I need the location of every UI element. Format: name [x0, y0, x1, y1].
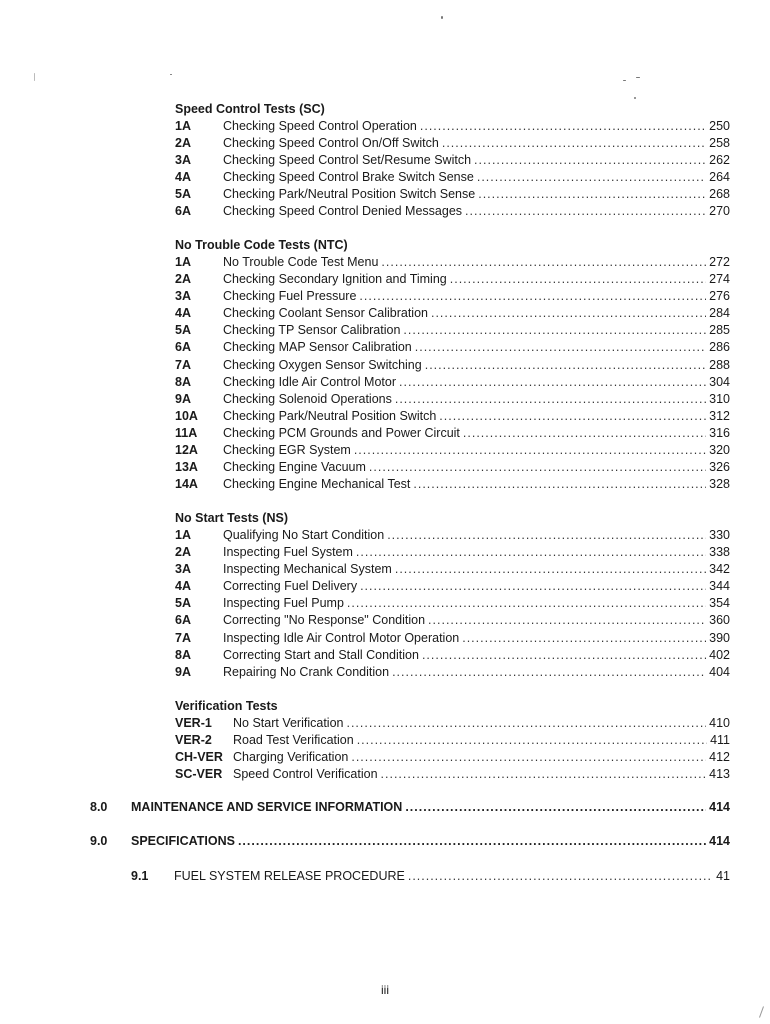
toc-list [175, 254, 730, 493]
toc-entry[interactable] [175, 664, 730, 681]
entry-page: 264 [709, 170, 730, 185]
entry-page: 354 [709, 596, 730, 611]
dot-leader [381, 766, 707, 783]
toc-entry[interactable] [175, 544, 730, 561]
entry-title: SPECIFICATIONS [131, 834, 235, 848]
entry-code: 6A [175, 340, 191, 355]
entry-code: 7A [175, 630, 191, 645]
dot-leader [450, 271, 706, 288]
dot-leader [238, 834, 706, 848]
entry-page: 262 [709, 153, 730, 168]
entry-code: 4A [175, 306, 191, 321]
entry-title: Charging Verification [233, 750, 349, 765]
entry-page: 274 [709, 272, 730, 287]
toc-entry[interactable] [175, 408, 730, 425]
entry-page: 310 [709, 391, 730, 406]
entry-title: Checking Speed Control On/Off Switch [223, 136, 439, 151]
page-number: iii [381, 983, 389, 997]
dot-leader [463, 425, 706, 442]
dot-leader [408, 869, 713, 883]
toc-entry[interactable] [175, 459, 730, 476]
dot-leader [428, 612, 706, 629]
entry-title: Checking Speed Control Denied Messages [223, 204, 463, 219]
dot-leader [351, 749, 706, 766]
toc-entry[interactable] [175, 630, 730, 647]
entry-code: 14A [175, 477, 198, 492]
dot-leader [356, 544, 706, 561]
toc-list [175, 118, 730, 221]
dot-leader [478, 186, 706, 203]
toc-entry-specifications[interactable] [90, 834, 730, 848]
entry-code: 5A [175, 187, 191, 202]
entry-page: 41 [716, 869, 730, 883]
entry-title: Inspecting Idle Air Control Motor Operation [223, 630, 460, 645]
entry-page: 316 [709, 425, 730, 440]
toc-entry[interactable] [175, 578, 730, 595]
toc-entry[interactable] [175, 271, 730, 288]
toc-entry[interactable] [175, 203, 730, 220]
entry-page: 288 [709, 357, 730, 372]
entry-page: 268 [709, 187, 730, 202]
dot-leader [474, 152, 706, 169]
toc-entry[interactable] [175, 647, 730, 664]
toc-entry[interactable] [175, 425, 730, 442]
toc-entry-maintenance[interactable] [90, 800, 730, 814]
section-no-trouble-code [175, 237, 730, 493]
toc-entry[interactable] [175, 254, 730, 271]
entry-code: 10A [175, 408, 198, 423]
entry-code: 13A [175, 460, 198, 475]
entry-code: 8A [175, 374, 191, 389]
entry-page: 390 [709, 630, 730, 645]
dot-leader [415, 339, 706, 356]
entry-page: 414 [709, 800, 730, 814]
toc-entry[interactable] [175, 715, 730, 732]
entry-page: 285 [709, 323, 730, 338]
dot-leader [360, 578, 706, 595]
entry-page: 402 [709, 647, 730, 662]
entry-page: 342 [709, 562, 730, 577]
entry-title: Checking Idle Air Control Motor [223, 374, 396, 389]
entry-title: Inspecting Fuel Pump [223, 596, 344, 611]
entry-code: 4A [175, 170, 191, 185]
toc-entry[interactable] [175, 339, 730, 356]
entry-page: 360 [709, 613, 730, 628]
entry-title: Checking Oxygen Sensor Switching [223, 357, 422, 372]
dot-leader [346, 715, 706, 732]
entry-code: 8A [175, 647, 191, 662]
section-title: Speed Control Tests (SC) [175, 102, 325, 116]
scan-speck [636, 77, 640, 78]
toc-entry[interactable] [175, 135, 730, 152]
entry-page: 284 [709, 306, 730, 321]
entry-page: 338 [709, 545, 730, 560]
entry-title: MAINTENANCE AND SERVICE INFORMATION [131, 800, 403, 814]
toc-entry[interactable] [175, 749, 730, 766]
toc-entry[interactable] [175, 152, 730, 169]
entry-title: No Trouble Code Test Menu [223, 255, 379, 269]
entry-code: VER-2 [175, 733, 212, 748]
dot-leader [347, 595, 706, 612]
entry-title: FUEL SYSTEM RELEASE PROCEDURE [174, 869, 405, 883]
entry-code: 6A [175, 204, 191, 219]
scan-speck [34, 73, 35, 81]
section-verification [175, 698, 730, 783]
entry-code: 3A [175, 289, 191, 304]
toc-entry[interactable] [175, 527, 730, 544]
entry-title: Checking EGR System [223, 443, 351, 458]
toc-entry[interactable] [175, 391, 730, 408]
entry-page: 328 [709, 477, 730, 492]
entry-code: 12A [175, 443, 198, 458]
entry-code: CH-VER [175, 750, 223, 765]
toc-entry-fuel-release[interactable] [131, 869, 730, 883]
toc-entry[interactable] [175, 169, 730, 186]
dot-leader [420, 118, 706, 135]
toc-entry[interactable] [175, 766, 730, 783]
entry-code: 6A [175, 613, 191, 628]
dot-leader [425, 357, 706, 374]
entry-page: 414 [709, 834, 730, 848]
dot-leader [354, 442, 706, 459]
entry-title: Qualifying No Start Condition [223, 528, 385, 542]
entry-page: 404 [709, 664, 730, 679]
entry-title: Checking Engine Mechanical Test [223, 477, 411, 492]
entry-code: VER-1 [175, 716, 212, 730]
dot-leader [357, 732, 707, 749]
entry-code: 9A [175, 664, 191, 679]
dot-leader [395, 391, 706, 408]
scan-speck [170, 74, 172, 75]
entry-code: 5A [175, 323, 191, 338]
dot-leader [442, 135, 706, 152]
dot-leader [477, 169, 706, 186]
entry-title: Checking Engine Vacuum [223, 460, 366, 475]
entry-page: 304 [709, 374, 730, 389]
dot-leader [413, 476, 706, 493]
dot-leader [462, 630, 706, 647]
entry-code: SC-VER [175, 767, 223, 782]
entry-page: 344 [709, 579, 730, 594]
entry-code: 11A [175, 425, 198, 440]
toc-entry[interactable] [175, 322, 730, 339]
dot-leader [431, 305, 706, 322]
entry-title: Checking Coolant Sensor Calibration [223, 306, 428, 321]
section-no-start [175, 510, 730, 681]
entry-title: Inspecting Mechanical System [223, 562, 392, 577]
toc-entry[interactable] [175, 186, 730, 203]
entry-title: Checking Park/Neutral Position Switch Sense [223, 187, 476, 202]
entry-page: 320 [709, 443, 730, 458]
toc-entry[interactable] [175, 595, 730, 612]
dot-leader [392, 664, 706, 681]
entry-title: Checking Fuel Pressure [223, 289, 357, 304]
toc-entry[interactable] [175, 288, 730, 305]
entry-title: Checking MAP Sensor Calibration [223, 340, 412, 355]
toc-entry[interactable] [175, 357, 730, 374]
entry-title: Correcting "No Response" Condition [223, 613, 426, 628]
entry-title: Correcting Start and Stall Condition [223, 647, 419, 662]
toc-entry[interactable] [175, 476, 730, 493]
entry-page: 330 [709, 528, 730, 542]
entry-title: Checking PCM Grounds and Power Circuit [223, 425, 460, 440]
entry-code: 1A [175, 255, 191, 269]
section-title: No Start Tests (NS) [175, 511, 288, 525]
entry-page: 276 [709, 289, 730, 304]
scan-speck [759, 1006, 764, 1018]
entry-page: 270 [709, 204, 730, 219]
dot-leader [369, 459, 706, 476]
entry-title: Speed Control Verification [233, 767, 378, 782]
entry-number: 9.1 [131, 869, 149, 883]
entry-title: Inspecting Fuel System [223, 545, 353, 560]
entry-title: Checking Speed Control Operation [223, 119, 417, 133]
entry-code: 2A [175, 272, 191, 287]
toc-entry[interactable] [175, 732, 730, 749]
entry-title: Checking Park/Neutral Position Switch [223, 408, 437, 423]
dot-leader [359, 288, 706, 305]
entry-page: 412 [709, 750, 730, 765]
section-title: Verification Tests [175, 699, 278, 713]
entry-title: Checking Secondary Ignition and Timing [223, 272, 447, 287]
entry-title: Checking TP Sensor Calibration [223, 323, 401, 338]
entry-title: Checking Solenoid Operations [223, 391, 392, 406]
section-speed-control [175, 101, 730, 221]
entry-title: Repairing No Crank Condition [223, 664, 390, 679]
toc-entry[interactable] [175, 561, 730, 578]
toc-list [175, 527, 730, 681]
dot-leader [387, 527, 706, 544]
dot-leader [381, 254, 706, 271]
entry-page: 326 [709, 460, 730, 475]
toc-list [175, 715, 730, 783]
entry-number: 9.0 [90, 834, 108, 848]
dot-leader [422, 647, 706, 664]
dot-leader [465, 203, 706, 220]
entry-page: 410 [709, 716, 730, 730]
scan-speck [634, 97, 636, 99]
entry-code: 5A [175, 596, 191, 611]
entry-title: Checking Speed Control Brake Switch Sense [223, 170, 474, 185]
entry-page: 250 [709, 119, 730, 133]
entry-code: 1A [175, 119, 191, 133]
entry-title: Checking Speed Control Set/Resume Switch [223, 153, 472, 168]
entry-code: 2A [175, 136, 191, 151]
entry-title: No Start Verification [233, 716, 344, 730]
dot-leader [405, 800, 706, 814]
entry-code: 2A [175, 545, 191, 560]
entry-page: 411 [710, 733, 730, 748]
entry-code: 1A [175, 528, 191, 542]
section-title: No Trouble Code Tests (NTC) [175, 238, 348, 252]
entry-page: 272 [709, 255, 730, 269]
dot-leader [403, 322, 706, 339]
scan-speck [441, 16, 443, 19]
toc-entry[interactable] [175, 305, 730, 322]
toc-entry[interactable] [175, 442, 730, 459]
dot-leader [439, 408, 706, 425]
dot-leader [399, 374, 706, 391]
entry-code: 9A [175, 391, 191, 406]
entry-code: 7A [175, 357, 191, 372]
entry-code: 4A [175, 579, 191, 594]
toc-entry[interactable] [175, 118, 730, 135]
entry-page: 258 [709, 136, 730, 151]
entry-code: 3A [175, 562, 191, 577]
entry-page: 312 [709, 408, 730, 423]
scan-speck [623, 80, 626, 81]
entry-title: Correcting Fuel Delivery [223, 579, 358, 594]
toc-entry[interactable] [175, 374, 730, 391]
entry-page: 286 [709, 340, 730, 355]
entry-title: Road Test Verification [233, 733, 354, 748]
entry-page: 413 [709, 767, 730, 782]
entry-code: 3A [175, 153, 191, 168]
dot-leader [395, 561, 706, 578]
entry-number: 8.0 [90, 800, 108, 814]
toc-entry[interactable] [175, 612, 730, 629]
